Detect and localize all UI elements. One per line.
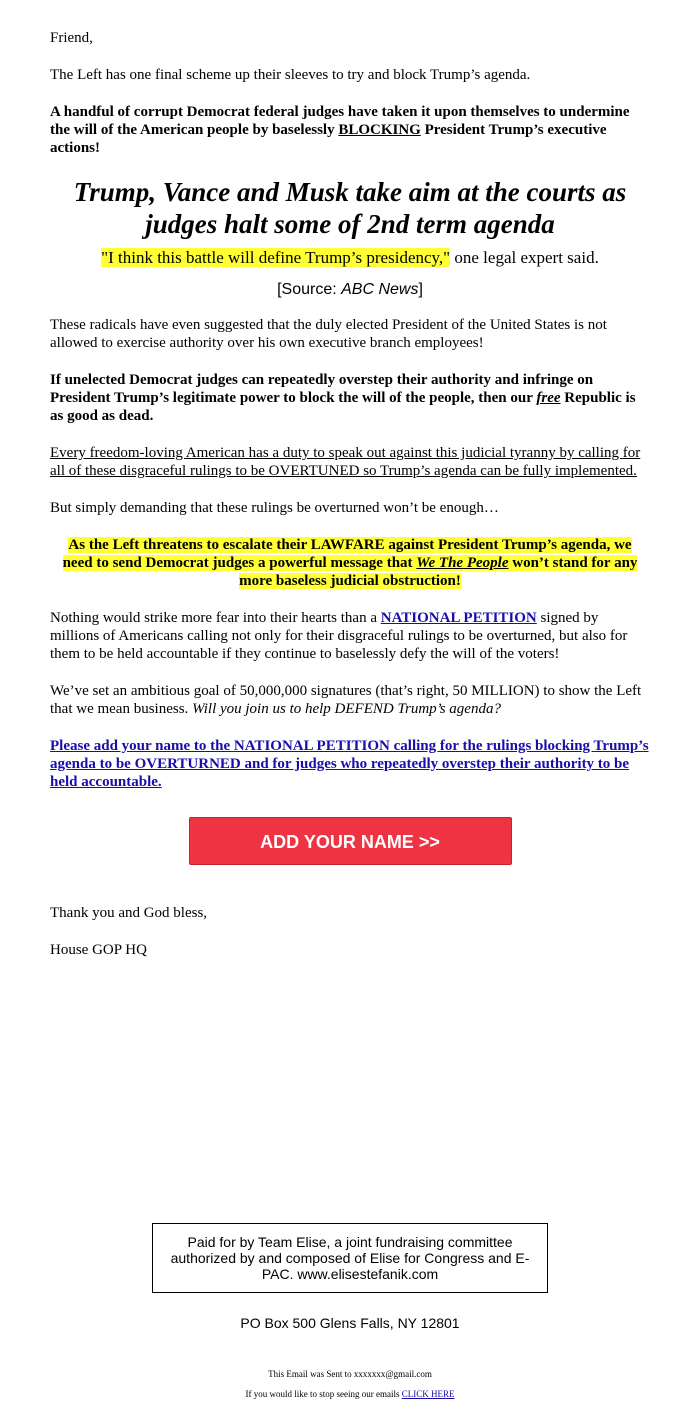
free-emphasis: free xyxy=(536,390,561,406)
cta-paragraph xyxy=(50,737,650,791)
expert-quote xyxy=(50,247,650,269)
add-your-name-button[interactable]: ADD YOUR NAME >> xyxy=(189,817,512,865)
we-the-people-emphasis: We The People xyxy=(416,555,509,571)
petition-cta-link[interactable]: Please add your name to the NATIONAL PETITION calling for the rulings blocking Trump’s agenda to be OVERTURNED and for judges who repeatedly overstep their authority to be held accountable. xyxy=(50,738,649,790)
goal-paragraph xyxy=(50,682,650,718)
signoff: Thank you and God bless, xyxy=(50,905,208,921)
unelected-text-before: If unelected Democrat judges can repeatedly overstep their authority and infringe on President Trump’s legitimate power to block the will of the people, then our xyxy=(50,372,594,406)
lawfare-text-before: As the Left threatens to escalate their LAWFARE against President Trump’s agenda, we need to send Democrat judges a powerful message that xyxy=(62,537,632,571)
unsubscribe-text: If you would like to stop seeing our emails xyxy=(245,1389,402,1399)
sender-name: House GOP HQ xyxy=(50,942,147,958)
greeting: Friend, xyxy=(50,30,93,46)
unelected-judges-paragraph xyxy=(50,371,650,425)
blocking-underlined: BLOCKING xyxy=(338,122,421,138)
national-petition-link[interactable]: NATIONAL PETITION xyxy=(380,610,537,626)
unsubscribe-line xyxy=(0,1388,700,1400)
intro-paragraph: The Left has one final scheme up their sleeves to try and block Trump’s agenda. xyxy=(50,67,531,83)
unsubscribe-link[interactable]: CLICK HERE xyxy=(401,1389,455,1399)
source-suffix: ] xyxy=(418,281,423,298)
goal-text: We’ve set an ambitious goal of 50,000,000 signatures (that’s right, 50 MILLION) to show the Left that we mean business. xyxy=(50,683,642,717)
lawfare-text-after: won’t stand for any more baseless judicial obstruction! xyxy=(239,555,638,589)
petition-text-after: signed by millions of Americans calling not only for their disgraceful rulings to be overturned, but also for them to be held accountable if they continue to baselessly defy the will of the voters! xyxy=(50,610,628,662)
news-headline: Trump, Vance and Musk take aim at the courts as judges halt some of 2nd term agenda xyxy=(73,177,627,239)
paid-for-disclaimer xyxy=(152,1223,548,1293)
cta-button-container xyxy=(50,817,650,865)
paid-for-text: Paid for by Team Elise, a joint fundraising committee authorized by and composed of Elise for Congress and E-PAC. www.elisestefanik.com xyxy=(170,1234,530,1282)
quote-attribution: one legal expert said. xyxy=(450,248,599,267)
mailing-address: PO Box 500 Glens Falls, NY 12801 xyxy=(240,1315,460,1331)
judges-text-after: President Trump’s executive actions! xyxy=(50,122,607,156)
judges-paragraph xyxy=(50,103,650,157)
duty-paragraph: Every freedom-loving American has a duty to speak out against this judicial tyranny by calling for all of these disgraceful rulings to be OVERTUNED so Trump’s agenda can be fully implemented. xyxy=(50,445,641,479)
petition-paragraph xyxy=(50,609,650,663)
source-prefix: [Source: xyxy=(277,281,342,298)
goal-question: Will you join us to help DEFEND Trump’s agenda? xyxy=(192,701,501,717)
judges-text-before: A handful of corrupt Democrat federal judges have taken it upon themselves to undermine the will of the American people by baselessly xyxy=(50,104,630,138)
source-citation xyxy=(50,280,650,300)
email-body xyxy=(50,0,650,959)
petition-text-before: Nothing would strike more fear into their hearts than a xyxy=(50,610,381,626)
lawfare-paragraph xyxy=(50,536,650,590)
source-name: ABC News xyxy=(341,281,419,298)
sent-to-notice: This Email was Sent to xxxxxxx@gmail.com xyxy=(268,1369,432,1379)
demand-paragraph: But simply demanding that these rulings be overturned won’t be enough… xyxy=(50,500,499,516)
unelected-text-after: Republic is as good as dead. xyxy=(50,390,636,424)
highlighted-quote: "I think this battle will define Trump’s presidency," xyxy=(101,248,451,267)
radicals-paragraph: These radicals have even suggested that the duly elected President of the United States is not allowed to exercise authority over his own executive branch employees! xyxy=(50,317,607,351)
